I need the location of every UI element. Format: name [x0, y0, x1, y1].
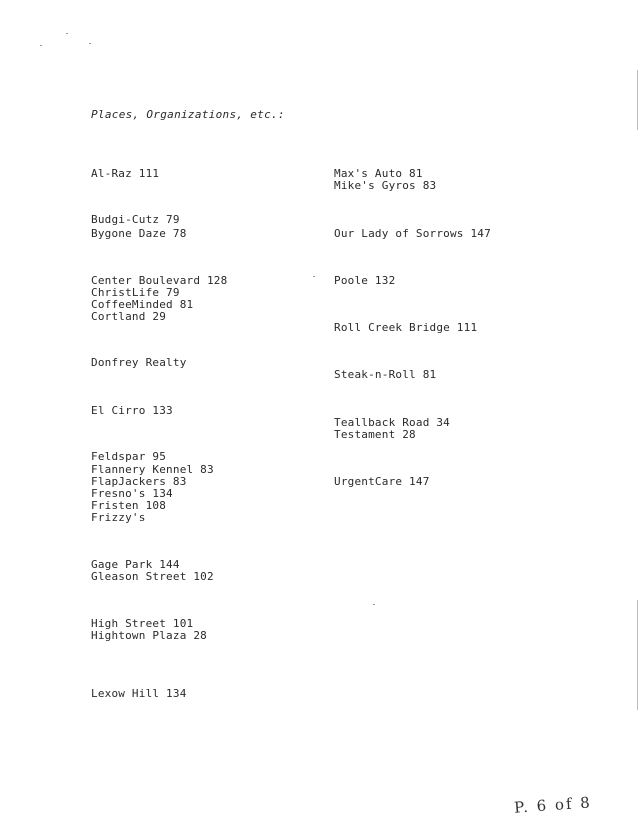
index-entry: Gleason Street 102	[91, 570, 214, 583]
index-entry: Steak-n-Roll 81	[334, 368, 437, 381]
index-entry: Roll Creek Bridge 111	[334, 321, 478, 334]
index-entry: Cortland 29	[91, 310, 167, 323]
scan-speck	[313, 276, 315, 277]
scan-speck	[373, 604, 375, 605]
index-entry: Hightown Plaza 28	[91, 629, 207, 642]
index-entry: Teallback Road 34	[334, 416, 450, 429]
index-entry: Flannery Kennel 83	[91, 463, 214, 476]
index-entry: Our Lady of Sorrows 147	[334, 227, 491, 240]
index-entry: CoffeeMinded 81	[91, 298, 194, 311]
index-entry: Feldspar 95	[91, 450, 167, 463]
index-entry: Testament 28	[334, 428, 416, 441]
index-entry: Mike's Gyros 83	[334, 179, 437, 192]
scan-speck	[40, 45, 42, 46]
index-entry: Donfrey Realty	[91, 356, 187, 369]
index-entry: Lexow Hill 134	[91, 687, 187, 700]
index-entry: ChristLife 79	[91, 286, 180, 299]
scan-speck	[66, 33, 68, 34]
index-entry: Fresno's 134	[91, 487, 173, 500]
index-entry: Gage Park 144	[91, 558, 180, 571]
index-entry: UrgentCare 147	[334, 475, 430, 488]
index-entry: Bygone Daze 78	[91, 227, 187, 240]
scan-speck	[89, 43, 91, 44]
scan-edge-mark	[637, 70, 638, 130]
index-entry: FlapJackers 83	[91, 475, 187, 488]
index-entry: High Street 101	[91, 617, 194, 630]
handwritten-page-number: P. 6 of 8	[513, 793, 593, 817]
index-entry: Poole 132	[334, 274, 396, 287]
index-entry: Center Boulevard 128	[91, 274, 228, 287]
index-entry: El Cirro 133	[91, 404, 173, 417]
index-entry: Max's Auto 81	[334, 167, 423, 180]
index-entry: Al-Raz 111	[91, 167, 160, 180]
index-entry: Budgi-Cutz 79	[91, 213, 180, 226]
scan-edge-mark	[637, 600, 638, 710]
index-entry: Fristen 108	[91, 499, 167, 512]
page-heading: Places, Organizations, etc.:	[91, 108, 285, 121]
index-entry: Frizzy's	[91, 511, 146, 524]
